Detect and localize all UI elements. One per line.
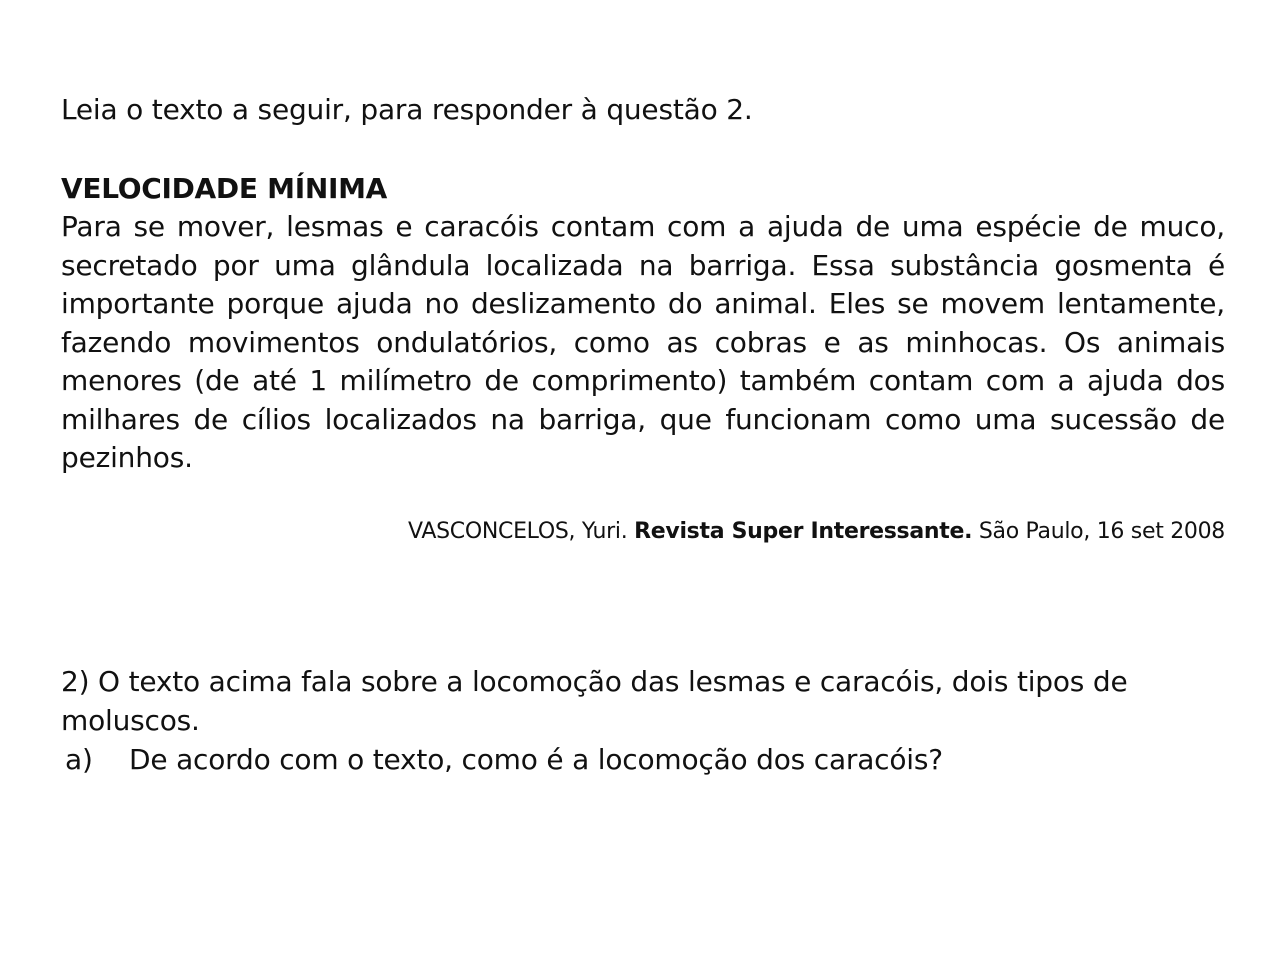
question-item-letter: a) [65,743,93,776]
citation-author: VASCONCELOS, Yuri. [408,518,628,544]
question-block [61,662,1225,779]
citation-source: Revista Super Interessante. [634,518,973,544]
question-item [61,740,1225,779]
article-body: Para se mover, lesmas e caracóis contam com a ajuda de uma espécie de muco, secretado por uma glândula localizada na barriga. Essa substância gosmenta é importante porque ajuda no deslizamento do animal. Eles se movem lentamente, fazendo movimentos ondulatórios, como as cobras e as minhocas. Os animais menores (de até 1 milímetro de comprimento) também contam com a ajuda dos milhares de cílios localizados na barriga, que funcionam como uma sucessão de pezinhos. [61,210,1225,474]
reading-passage [61,90,1225,547]
citation-details: São Paulo, 16 set 2008 [978,518,1225,544]
question-item-text: De acordo com o texto, como é a locomoção dos caracóis? [129,743,943,776]
article-title: VELOCIDADE MÍNIMA [61,172,388,205]
citation [61,517,1225,547]
question-text: 2) O texto acima fala sobre a locomoção das lesmas e caracóis, dois tipos de moluscos. [61,665,1128,737]
instruction-text: Leia o texto a seguir, para responder à questão 2. [61,93,753,126]
